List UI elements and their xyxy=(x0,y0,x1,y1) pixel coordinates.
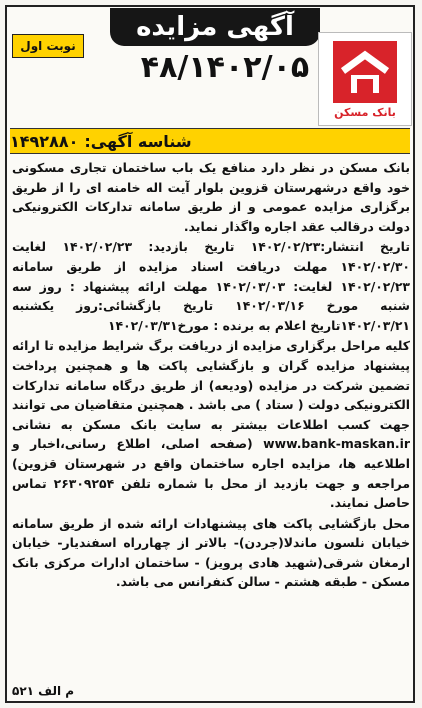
ad-id-label: شناسه آگهی: xyxy=(84,131,192,151)
ad-id-bar xyxy=(10,128,410,154)
ad-body xyxy=(12,158,410,593)
house-roof-icon xyxy=(333,41,397,103)
title-banner xyxy=(110,8,320,46)
paragraph-procedure: کلیه مراحل برگزاری مزایده از دریافت برگ شرایط مزایده تا ارائه پیشنهاد مزایده گران و بازگشایی پاکت ها و همچنین پرداخت تضمین شرکت در مزایده (ودیعه) از طریق درگاه سامانه تدارکات الکترونیکی دولت ( ستاد ) می باشد . همچنین متقاضیان می توانند جهت کسب اطلاعات بیشتر به سایت بانک مسکن به نشانی www.bank-maskan.ir (صفحه اصلی، اطلاع رسانی،اخبار و اطلاعیه ها، مزایده اجاره ساختمان واقع در شهرستان قزوین) مراجعه و جهت بازدید از محل با شماره تلفن ۲۶۳۰۹۲۵۴ تماس حاصل نمایند. xyxy=(12,338,410,511)
ad-title: آگهی مزایده xyxy=(136,12,294,42)
paragraph-dates: تاریخ انتشار:۱۴۰۲/۰۲/۲۳ تاریخ بازدید: ۱۴۰۲/۰۲/۲۳ لغایت ۱۴۰۲/۰۲/۳۰ مهلت دریافت اسناد مزایده از طریق سامانه ۱۴۰۲/۰۲/۲۳ لغایت: ۱۴۰۲/۰۳/۰۳ مهلت ارائه پیشنهاد : روز سه شنبه مورخ ۱۴۰۲/۰۳/۱۶ تاریخ بازگشائی:روز یکشنبه ۱۴۰۲/۰۳/۲۱تاریخ اعلام به برنده : مورخ۱۴۰۲/۰۳/۳۱ xyxy=(12,239,410,333)
paragraph-opening-location: محل بازگشایی پاکت های پیشنهادات ارائه شده از طریق سامانه خیابان نلسون ماندلا(جردن)- بالاتر از چهارراه اسفندیار- خیابان ارمغان شرقی(شهید هادی پرویز) - ساختمان ادارات مرکزی بانک مسکن - طبقه هشتم - سالن کنفرانس می باشد. xyxy=(12,515,410,590)
ad-id-value: ۱۴۹۲۸۸۰ xyxy=(10,131,79,151)
ad-date: ۴۸/۱۴۰۲/۰۵ xyxy=(140,50,310,85)
bank-logo xyxy=(318,32,412,126)
turn-badge: نوبت اول xyxy=(12,34,84,58)
bank-logo-label: بانک مسکن xyxy=(334,106,396,119)
footer-code: م الف ۵۲۱ xyxy=(12,684,75,698)
paragraph-intro: بانک مسکن در نظر دارد منافع یک باب ساختمان تجاری مسکونی خود واقع درشهرستان قزوین بلوار آیت اله خامنه ای را از طریق برگزاری مزایده عمومی و از طریق سامانه تدارکات الکترونیکی دولت درقالب عقد اجاره واگذار نماید. xyxy=(12,160,410,234)
bank-logo-icon xyxy=(333,41,397,103)
